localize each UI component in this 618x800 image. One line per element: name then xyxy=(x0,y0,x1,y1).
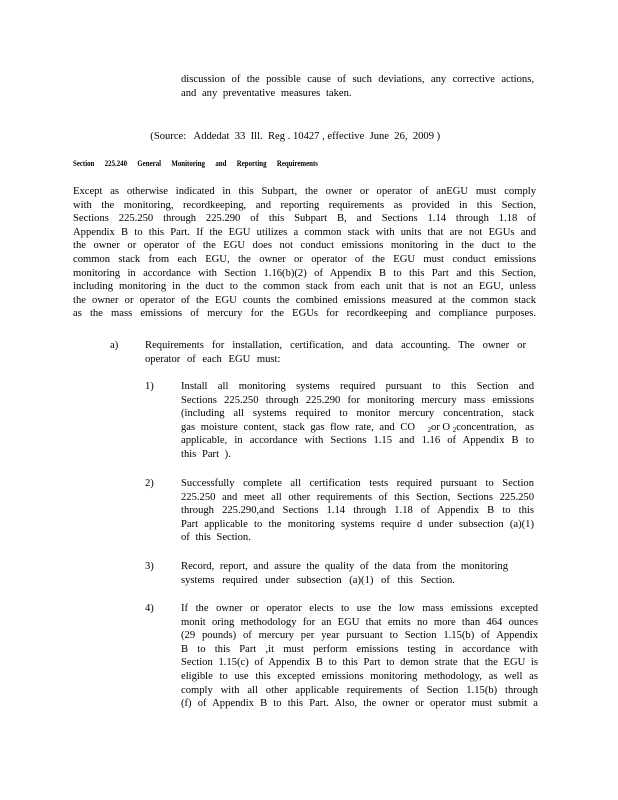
text-line: If the owner or operator elects to use the low mass emissions excepted xyxy=(181,603,538,614)
section-heading xyxy=(73,157,318,171)
item-3-text xyxy=(181,560,508,587)
text-line: discussion of the possible cause of such deviations, any corrective actions, xyxy=(181,74,534,85)
text-line: Record, report, and assure the quality of the data from the monitoring xyxy=(181,561,508,572)
continued-paragraph xyxy=(181,73,534,100)
heading-word: Requirements xyxy=(276,158,318,168)
item-4-text xyxy=(181,602,538,711)
text-line: Section 1.15(c) of Appendix B to this Part to demon strate that the EGU is xyxy=(181,657,538,669)
text-line: (29 pounds) of mercury per year pursuant to Section 1.15(b) of Appendix xyxy=(181,630,538,642)
source-note xyxy=(145,116,440,143)
text-line: monit oring methodology for an EGU that emits no more than 464 ounces xyxy=(181,616,538,628)
item-label: 4) xyxy=(145,603,154,614)
text-line: Sections 225.250 through 225.290 for monitoring mercury mass emissions xyxy=(181,394,534,406)
text-fragment: concentration, as xyxy=(456,421,534,433)
text-line: applicable, in accordance with Sections 1.15 and 1.16 of Appendix B to xyxy=(181,435,534,447)
text-line: systems required under subsection (a)(1) of this Section. xyxy=(181,574,455,586)
text-line: Successfully complete all certification tests required pursuant to Section xyxy=(181,478,534,489)
subsection-label: a) xyxy=(110,340,119,351)
text-line: Requirements for installation, certification, and data accounting. The owner or xyxy=(145,340,526,351)
text-line: through 225.290,and Sections 1.14 through 1.18 of Appendix B to this xyxy=(181,505,534,517)
text-line: Except as otherwise indicated in this Subpart, the owner or operator of anEGU must comply xyxy=(73,186,536,197)
text-line xyxy=(181,421,534,435)
heading-word: and xyxy=(215,158,227,168)
text-fragment: gas moisture content, stack gas flow rate, and CO xyxy=(181,421,416,433)
item-label: 1) xyxy=(145,381,154,392)
item-label: 3) xyxy=(145,561,154,572)
heading-word: General xyxy=(137,158,162,168)
text-line: this Part ). xyxy=(181,448,231,460)
text-line: the owner or operator of the EGU counts the combined emissions measured at the common stack xyxy=(73,294,536,306)
text-line: Appendix B to this Part. If the EGU utilizes a common stack with units that are not EGUs and xyxy=(73,226,536,238)
heading-word: Monitoring xyxy=(171,158,205,168)
section-number: 225.240 xyxy=(104,158,128,168)
subscript: 2 xyxy=(452,425,457,434)
text-line: comply with all other applicable requirements of Section 1.15(b) through xyxy=(181,684,538,696)
text-line: as the mass emissions of mercury for the EGUs for recordkeeping and compliance purposes. xyxy=(73,308,536,320)
text-line: Sections 225.250 through 225.290 of this Subpart B, and Sections 1.14 through 1.18 of xyxy=(73,213,536,225)
text-line: 225.250 and meet all other requirements of this Section, Sections 225.250 xyxy=(181,491,534,503)
item-2-text xyxy=(181,477,534,545)
intro-paragraph xyxy=(73,185,536,321)
text-line: of this Section. xyxy=(181,532,251,544)
subsection-a-text xyxy=(145,339,526,366)
text-line: (including all systems required to monitor mercury concentration, stack xyxy=(181,408,534,420)
subscript: 2 xyxy=(427,425,431,434)
item-1-text xyxy=(181,380,534,462)
text-line: eligible to use this excepted emissions monitoring methodology, as well as xyxy=(181,670,538,682)
text-line: including monitoring in the duct to the common stack from each unit that is not an EGU, unless xyxy=(73,281,536,293)
text-line: (f) of Appendix B to this Part. Also, the owner or operator must submit a xyxy=(181,698,538,710)
text-fragment: or O xyxy=(430,421,451,433)
text-line: with the monitoring, recordkeeping, and reporting requirements as provided in this Section, xyxy=(73,199,536,211)
text-line: Install all monitoring systems required pursuant to this Section and xyxy=(181,381,534,392)
heading-word: Section xyxy=(73,158,95,168)
text-line: the owner or operator of the EGU does not conduct emissions monitoring in the duct to the xyxy=(73,240,536,252)
text-line: operator of each EGU must: xyxy=(145,353,281,365)
text-fragment xyxy=(427,421,534,435)
text-line: monitoring in accordance with Section 1.16(b)(2) of Appendix B to this Part and this Section, xyxy=(73,267,536,279)
text-line: common stack from each EGU, the owner or operator of the EGU must conduct emissions xyxy=(73,253,536,265)
item-label: 2) xyxy=(145,478,154,489)
text-line: and any preventative measures taken. xyxy=(181,87,352,99)
text-line: Part applicable to the monitoring systems require d under subsection (a)(1) xyxy=(181,518,534,530)
heading-word: Reporting xyxy=(236,158,267,168)
source-text: (Source: Addedat 33 Ill. Reg . 10427 , effective June 26, 2009 ) xyxy=(150,130,441,142)
text-line: B to this Part ,it must perform emissions testing in accordance with xyxy=(181,643,538,655)
